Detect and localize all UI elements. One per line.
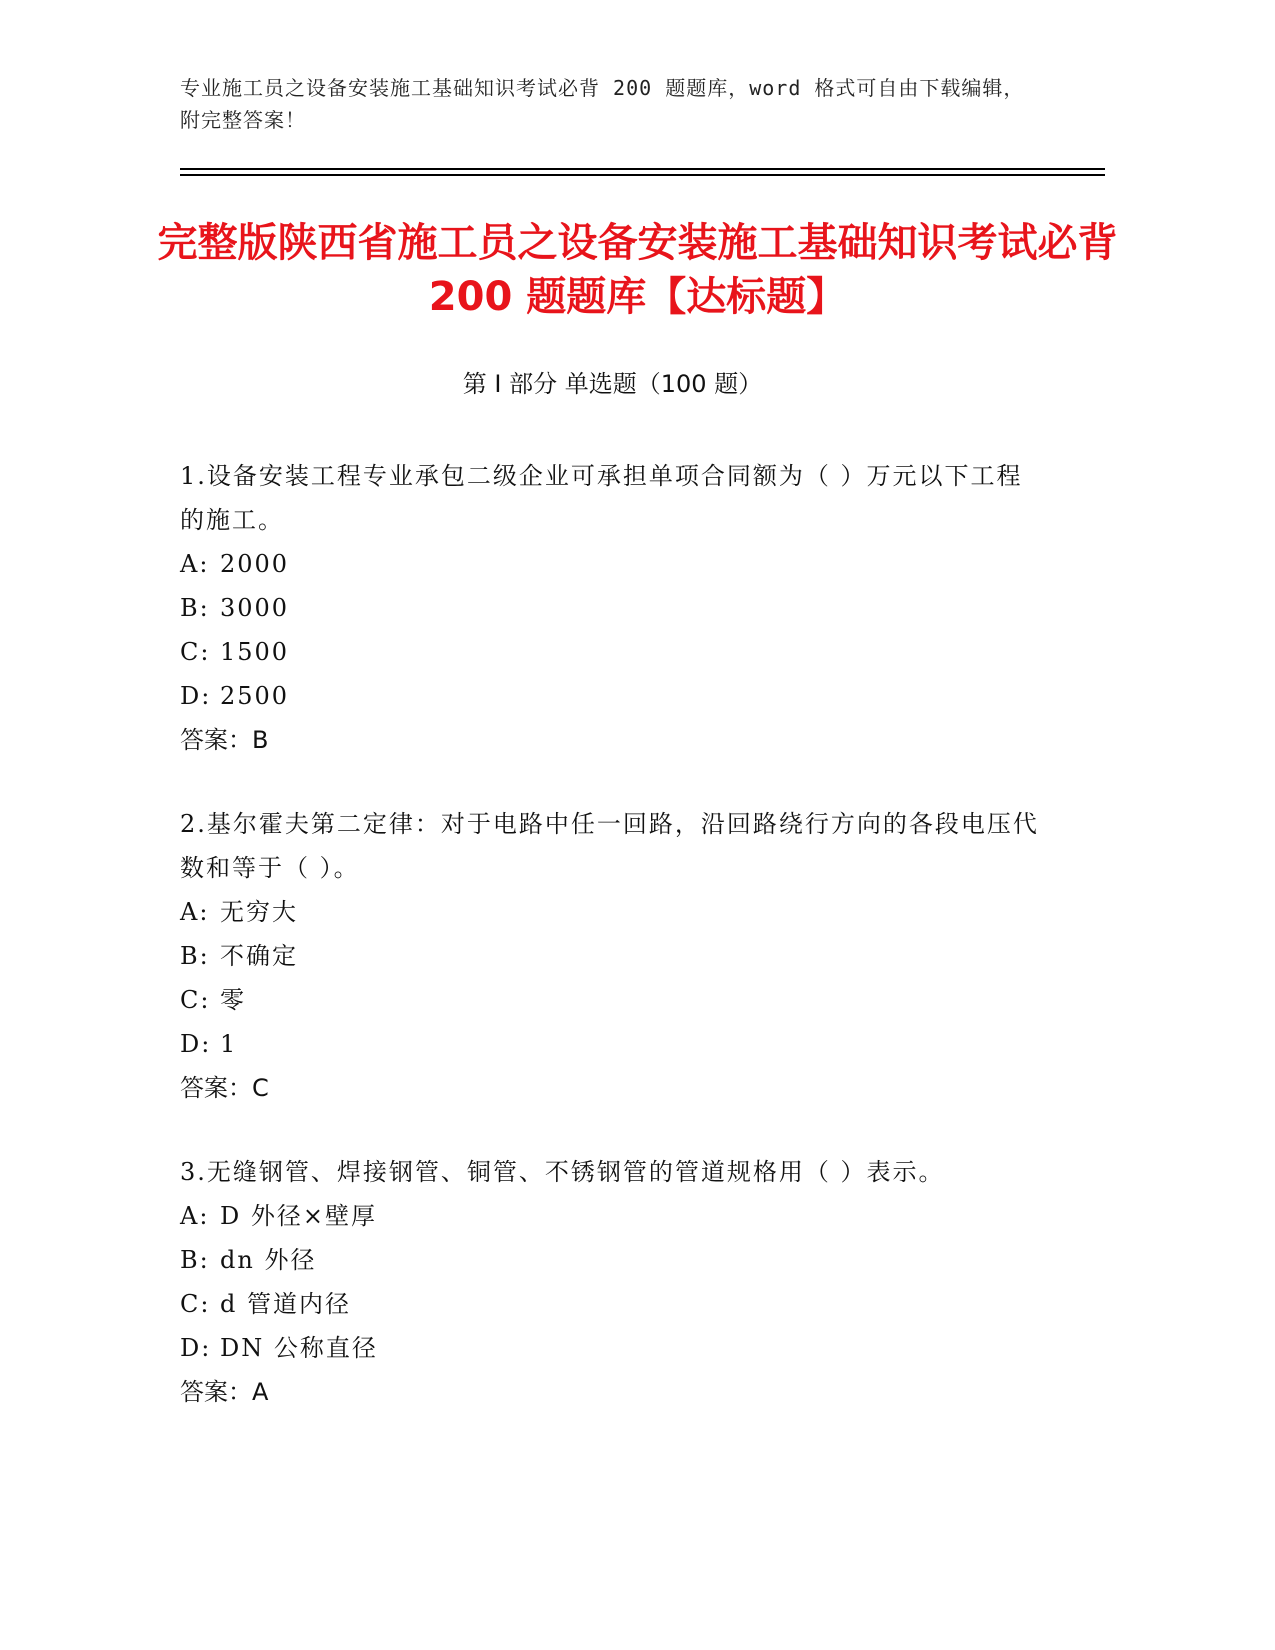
option-text: 无穷大: [220, 898, 298, 926]
section-title: 第 I 部分 单选题（100 题）: [462, 370, 763, 398]
option-key: D:: [180, 1030, 212, 1058]
answer-line: [180, 1370, 1040, 1414]
option-key: C:: [180, 986, 211, 1014]
option-d: [180, 1326, 1040, 1370]
option-key: C:: [180, 1290, 211, 1318]
answer-value: C: [252, 1074, 269, 1102]
option-text: 2000: [220, 550, 290, 578]
option-text: 不确定: [220, 942, 298, 970]
option-key: C:: [180, 638, 211, 666]
option-a: [180, 1194, 1040, 1238]
option-a: [180, 542, 1040, 586]
question-stem: 3.无缝钢管、焊接钢管、铜管、不锈钢管的管道规格用（ ）表示。: [180, 1158, 945, 1186]
option-key: D:: [180, 682, 212, 710]
option-key: B:: [180, 594, 210, 622]
header-note: 专业施工员之设备安装施工基础知识考试必背 200 题题库，word 格式可自由下载编辑，附完整答案！: [180, 76, 1025, 132]
option-a: [180, 890, 1040, 934]
question-3: [180, 1150, 1040, 1414]
answer-line: [180, 718, 1040, 762]
header-divider-bottom: [180, 174, 1105, 176]
option-text: 3000: [220, 594, 290, 622]
question-stem: 2.基尔霍夫第二定律：对于电路中任一回路，沿回路绕行方向的各段电压代数和等于（ ）。: [180, 810, 1039, 882]
option-text: 1500: [220, 638, 290, 666]
option-key: B:: [180, 1246, 210, 1274]
option-text: 1: [220, 1030, 238, 1058]
option-c: [180, 630, 1040, 674]
option-text: 零: [220, 986, 246, 1014]
document-title: 完整版陕西省施工员之设备安装施工基础知识考试必背 200 题题库【达标题】: [157, 220, 1118, 320]
answer-label: 答案：: [180, 1378, 252, 1406]
option-c: [180, 978, 1040, 1022]
option-b: [180, 1238, 1040, 1282]
option-key: D:: [180, 1334, 212, 1362]
option-d: [180, 674, 1040, 718]
option-key: A:: [180, 550, 210, 578]
option-d: [180, 1022, 1040, 1066]
option-b: [180, 586, 1040, 630]
question-1: [180, 454, 1040, 762]
option-text: D 外径×壁厚: [220, 1202, 377, 1230]
option-text: d 管道内径: [220, 1290, 351, 1318]
option-key: A:: [180, 898, 210, 926]
option-key: B:: [180, 942, 210, 970]
answer-line: [180, 1066, 1040, 1110]
answer-label: 答案：: [180, 1074, 252, 1102]
option-b: [180, 934, 1040, 978]
answer-value: B: [252, 726, 269, 754]
answer-value: A: [252, 1378, 269, 1406]
question-2: [180, 802, 1040, 1110]
option-text: 2500: [220, 682, 290, 710]
option-text: dn 外径: [220, 1246, 317, 1274]
question-stem: 1.设备安装工程专业承包二级企业可承担单项合同额为（ ）万元以下工程的施工。: [180, 462, 1023, 534]
answer-label: 答案：: [180, 726, 252, 754]
option-c: [180, 1282, 1040, 1326]
header-divider-top: [180, 168, 1105, 170]
option-key: A:: [180, 1202, 210, 1230]
option-text: DN 公称直径: [220, 1334, 378, 1362]
